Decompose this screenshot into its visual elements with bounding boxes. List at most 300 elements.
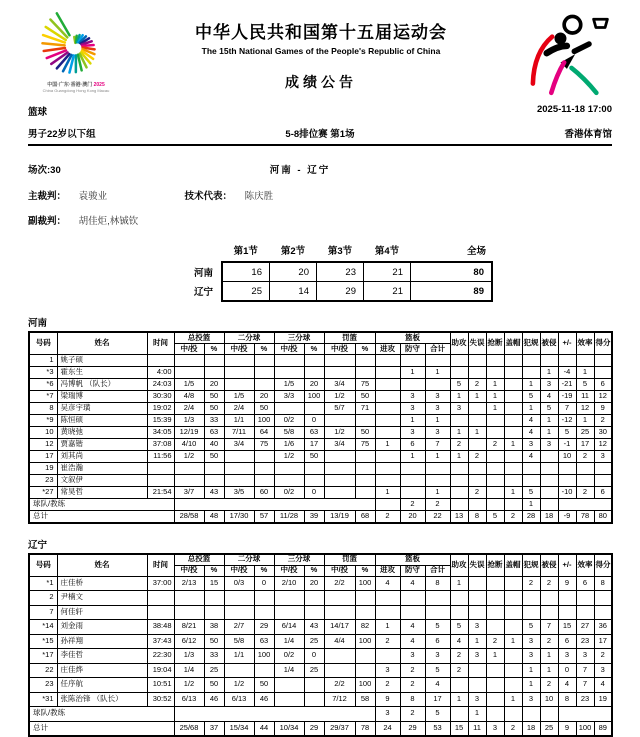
player-number: *15: [29, 634, 57, 649]
stat-cell: 4: [522, 427, 540, 439]
stat-cell: [355, 487, 375, 499]
header-divider: [28, 144, 612, 146]
stat-cell: [468, 403, 486, 415]
stat-cell: [274, 475, 304, 487]
total-stat-cell: 89: [594, 721, 612, 736]
player-number: 1: [29, 355, 57, 367]
stat-cell: [375, 427, 400, 439]
stat-cell: [576, 475, 594, 487]
stat-cell: [468, 415, 486, 427]
time-cell: 15:39: [147, 415, 174, 427]
stat-cell: 3/5: [224, 487, 254, 499]
time-cell: 30:30: [147, 391, 174, 403]
stat-cell: [540, 355, 558, 367]
stat-cell: [304, 678, 324, 693]
stat-cell: 9: [375, 692, 400, 707]
stat-cell: 1: [540, 427, 558, 439]
quarter-header: 第2节: [270, 242, 317, 262]
stat-cell: [540, 475, 558, 487]
stat-cell: 1/1: [224, 649, 254, 664]
title-block: [128, 8, 514, 102]
player-name: 刘金雨: [57, 620, 147, 635]
fullgame-header: 全场: [411, 242, 493, 262]
stat-cell: 9: [594, 403, 612, 415]
stat-cell: 15: [558, 620, 576, 635]
stat-cell: 3: [425, 391, 450, 403]
stat-cell: [355, 415, 375, 427]
stat-cell: [594, 367, 612, 379]
col-header: 得分: [594, 332, 612, 355]
basketball-pictogram-icon: [514, 8, 618, 102]
stat-cell: [204, 591, 224, 606]
stat-cell: 2: [522, 576, 540, 591]
stat-cell: 5: [425, 707, 450, 722]
stat-cell: 33: [204, 415, 224, 427]
stat-cell: [450, 475, 468, 487]
stat-cell: 4: [375, 576, 400, 591]
referee-name: 袁骏业: [79, 191, 108, 202]
stat-cell: 3: [540, 439, 558, 451]
stat-cell: 63: [204, 427, 224, 439]
stat-cell: 2/4: [174, 403, 204, 415]
stat-cell: 7: [576, 663, 594, 678]
stat-cell: [224, 591, 254, 606]
logo-petal: [82, 45, 93, 46]
tech-delegate-label: 技术代表：: [184, 191, 232, 202]
stat-cell: 1: [540, 367, 558, 379]
stat-cell: [254, 451, 274, 463]
stat-cell: 1: [375, 620, 400, 635]
stat-cell: 17: [576, 439, 594, 451]
stat-cell: 1: [504, 439, 522, 451]
player-row: [29, 415, 612, 427]
meta-block: [0, 104, 640, 138]
stat-cell: [576, 591, 594, 606]
stat-cell: [468, 355, 486, 367]
col-header: 中/投: [224, 344, 254, 355]
stat-cell: 1/2: [324, 391, 355, 403]
stat-cell: -19: [558, 391, 576, 403]
stat-cell: [504, 605, 522, 620]
player-number: 7: [29, 605, 57, 620]
stat-cell: 17: [425, 692, 450, 707]
stat-cell: 9: [558, 576, 576, 591]
stat-cell: 0: [304, 487, 324, 499]
stat-cell: 2: [594, 415, 612, 427]
page-header: [0, 0, 640, 102]
stat-cell: [540, 463, 558, 475]
stat-cell: 100: [355, 576, 375, 591]
stat-cell: 1/5: [274, 379, 304, 391]
stat-cell: 3/4: [324, 379, 355, 391]
col-header: 中/投: [174, 344, 204, 355]
stat-cell: 50: [355, 427, 375, 439]
stat-cell: 4: [400, 634, 425, 649]
col-header: 进攻: [375, 565, 400, 576]
player-number: *3: [29, 367, 57, 379]
stat-cell: [576, 463, 594, 475]
stat-cell: 3/3: [274, 391, 304, 403]
stat-cell: 2: [468, 451, 486, 463]
stat-cell: 1: [468, 391, 486, 403]
stat-cell: [425, 355, 450, 367]
col-group-header: 篮板: [375, 332, 450, 344]
player-name: 刘其尚: [57, 451, 147, 463]
col-header: %: [304, 565, 324, 576]
stat-cell: [504, 576, 522, 591]
stat-cell: 3/7: [174, 487, 204, 499]
stat-cell: [304, 367, 324, 379]
stat-cell: 2: [450, 663, 468, 678]
col-header: 中/投: [324, 565, 355, 576]
stat-cell: 1: [450, 692, 468, 707]
stat-cell: 4: [400, 620, 425, 635]
player-name: 吴彦宇璜: [57, 403, 147, 415]
team-coach-label: 球队/教练: [29, 707, 174, 722]
page-title: 中华人民共和国第十五届运动会: [128, 18, 514, 43]
time-cell: 4:00: [147, 367, 174, 379]
total-stat-cell: 17/30: [224, 511, 254, 523]
stat-cell: 5: [540, 403, 558, 415]
stat-cell: [355, 649, 375, 664]
stat-cell: 33: [204, 649, 224, 664]
total-stat-cell: 80: [594, 511, 612, 523]
team-name: 辽宁: [178, 282, 222, 302]
stat-cell: 12: [594, 439, 612, 451]
box-score-table-liaoning: [28, 553, 613, 737]
stat-cell: [468, 499, 486, 511]
stat-cell: 7: [558, 403, 576, 415]
stat-cell: 3: [400, 427, 425, 439]
stat-cell: [355, 367, 375, 379]
col-header: +/-: [558, 332, 576, 355]
total-stat-cell: 8: [468, 511, 486, 523]
stat-cell: [355, 591, 375, 606]
stat-cell: [486, 451, 504, 463]
player-name: 崔浩瀚: [57, 463, 147, 475]
col-header: 犯规: [522, 554, 540, 577]
player-row: [29, 391, 612, 403]
stat-cell: 10: [540, 692, 558, 707]
stat-cell: [375, 499, 400, 511]
stat-cell: 75: [355, 379, 375, 391]
stat-cell: 1: [504, 487, 522, 499]
stat-cell: 25: [304, 634, 324, 649]
player-number: *17: [29, 649, 57, 664]
group-label: 男子22岁以下组: [28, 129, 96, 140]
quarter-score: 21: [364, 282, 411, 302]
stat-cell: 8/21: [174, 620, 204, 635]
stat-cell: [274, 678, 304, 693]
total-stat-cell: 13/19: [324, 511, 355, 523]
stat-cell: 4: [400, 576, 425, 591]
stat-cell: [504, 463, 522, 475]
sport-label: 篮球: [28, 104, 47, 118]
player-number: *7: [29, 391, 57, 403]
stat-cell: 3: [375, 663, 400, 678]
stat-cell: [324, 487, 355, 499]
stat-cell: 2: [576, 487, 594, 499]
stat-cell: [204, 355, 224, 367]
stat-cell: 60: [254, 487, 274, 499]
stat-cell: [486, 415, 504, 427]
games-logo-spiral-icon: [39, 8, 113, 82]
stat-cell: [355, 463, 375, 475]
stat-cell: 1: [486, 403, 504, 415]
total-stat-cell: 39: [304, 511, 324, 523]
page-title-en: The 15th National Games of the People's Republic of China: [128, 46, 514, 56]
col-group-header: 罚篮: [324, 332, 375, 344]
stat-cell: 2: [468, 487, 486, 499]
stat-cell: [504, 403, 522, 415]
total-stat-cell: 11/28: [274, 511, 304, 523]
team-title-henan: 河南: [28, 315, 640, 329]
stat-cell: [174, 463, 204, 475]
player-row: [29, 620, 612, 635]
stat-cell: 1: [468, 634, 486, 649]
stat-cell: [468, 463, 486, 475]
stat-cell: 1: [400, 451, 425, 463]
col-header: 时间: [147, 332, 174, 355]
col-header: 被侵: [540, 332, 558, 355]
stat-cell: [375, 649, 400, 664]
stat-cell: [224, 463, 254, 475]
player-number: 12: [29, 439, 57, 451]
stat-cell: 0: [558, 663, 576, 678]
total-stat-cell: 2: [504, 511, 522, 523]
stat-cell: 58: [355, 692, 375, 707]
stat-cell: 4: [558, 678, 576, 693]
stat-cell: [324, 355, 355, 367]
stat-cell: 1: [540, 415, 558, 427]
stat-cell: 4/10: [174, 439, 204, 451]
stat-cell: 17: [594, 634, 612, 649]
stat-cell: -12: [558, 415, 576, 427]
stat-cell: 27: [576, 620, 594, 635]
player-name: 任序航: [57, 678, 147, 693]
stat-cell: [450, 367, 468, 379]
stat-cell: 12: [576, 403, 594, 415]
stat-cell: 20: [304, 379, 324, 391]
stat-cell: [224, 451, 254, 463]
player-row: [29, 355, 612, 367]
stat-cell: [594, 591, 612, 606]
stat-cell: 1: [522, 499, 540, 511]
player-name: 梁瑞博: [57, 391, 147, 403]
stat-cell: [486, 692, 504, 707]
stat-cell: [324, 605, 355, 620]
stat-cell: 6/14: [274, 620, 304, 635]
total-stat-cell: 15/34: [224, 721, 254, 736]
logo-caption-year: 2025: [94, 82, 105, 88]
stat-cell: 3: [576, 649, 594, 664]
stat-cell: [375, 591, 400, 606]
stat-cell: [450, 678, 468, 693]
stat-cell: [304, 475, 324, 487]
stat-cell: 1: [425, 367, 450, 379]
stat-cell: [400, 487, 425, 499]
total-stat-cell: 9: [558, 721, 576, 736]
stat-cell: 8: [558, 692, 576, 707]
stat-cell: [522, 355, 540, 367]
col-header: %: [355, 565, 375, 576]
player-number: 19: [29, 463, 57, 475]
total-stat-cell: -9: [558, 511, 576, 523]
stat-cell: 1/2: [224, 678, 254, 693]
stat-cell: 2: [486, 634, 504, 649]
logo-petal: [44, 48, 65, 51]
stat-cell: 1: [576, 367, 594, 379]
stat-cell: [224, 355, 254, 367]
stat-cell: 2/2: [324, 576, 355, 591]
total-stat-cell: 25/68: [174, 721, 204, 736]
document-title: 成绩公告: [128, 72, 514, 92]
col-header: %: [254, 344, 274, 355]
total-stat-cell: 28/58: [174, 511, 204, 523]
time-cell: [147, 475, 174, 487]
stat-cell: 8: [594, 576, 612, 591]
total-stat-cell: 28: [522, 511, 540, 523]
stat-cell: [355, 605, 375, 620]
stat-cell: 23: [576, 634, 594, 649]
player-row: [29, 663, 612, 678]
stat-cell: 4/8: [174, 391, 204, 403]
player-row: [29, 367, 612, 379]
stat-cell: [594, 463, 612, 475]
stat-cell: [375, 367, 400, 379]
stat-cell: [486, 367, 504, 379]
stat-cell: [204, 605, 224, 620]
time-cell: [147, 591, 174, 606]
col-header: 中/投: [274, 344, 304, 355]
stat-cell: 3: [522, 439, 540, 451]
quarter-score: 16: [222, 262, 270, 282]
stat-cell: 1: [375, 439, 400, 451]
stat-cell: [486, 499, 504, 511]
stat-cell: [254, 379, 274, 391]
stat-cell: 5: [522, 391, 540, 403]
stat-cell: 15: [204, 576, 224, 591]
spacer-cell: [178, 242, 222, 262]
player-name: 霍东生: [57, 367, 147, 379]
stat-cell: [468, 475, 486, 487]
stat-cell: 1: [576, 415, 594, 427]
col-header: 姓名: [57, 554, 147, 577]
player-row: [29, 427, 612, 439]
stat-cell: 40: [204, 439, 224, 451]
stat-cell: 1: [504, 634, 522, 649]
stat-cell: 4: [425, 678, 450, 693]
stat-cell: [468, 663, 486, 678]
total-stat-cell: 24: [375, 721, 400, 736]
col-header: 姓名: [57, 332, 147, 355]
stat-cell: [375, 605, 400, 620]
stat-cell: 5/7: [324, 403, 355, 415]
stat-cell: [224, 475, 254, 487]
stat-cell: 3: [400, 403, 425, 415]
phase-label: 5-8排位赛 第1场: [28, 126, 612, 140]
col-header: %: [204, 344, 224, 355]
team-title-liaoning: 辽宁: [28, 537, 640, 551]
stat-cell: 2/4: [224, 403, 254, 415]
stat-cell: [274, 403, 304, 415]
quarter-header: 第4节: [364, 242, 411, 262]
total-stat-cell: 11: [468, 721, 486, 736]
stat-cell: 100: [254, 415, 274, 427]
stat-cell: 1: [450, 576, 468, 591]
player-number: 17: [29, 451, 57, 463]
stat-cell: [522, 707, 540, 722]
stat-cell: 4: [522, 415, 540, 427]
total-stat-cell: 3: [486, 721, 504, 736]
team-coach-row: [29, 499, 612, 511]
stat-cell: [425, 379, 450, 391]
stat-cell: -21: [558, 379, 576, 391]
col-group-header: 总投篮: [174, 554, 224, 566]
player-number: *27: [29, 487, 57, 499]
venue-label: 香港体育馆: [564, 126, 612, 140]
stat-cell: [504, 367, 522, 379]
stat-cell: 1: [468, 427, 486, 439]
stat-cell: 2/13: [174, 576, 204, 591]
fullgame-score: 80: [411, 262, 493, 282]
stat-cell: 46: [204, 692, 224, 707]
stat-cell: [174, 591, 204, 606]
stat-cell: 63: [254, 634, 274, 649]
stat-cell: 8: [400, 692, 425, 707]
player-name: 贾嘉锴: [57, 439, 147, 451]
time-cell: 19:04: [147, 663, 174, 678]
quarter-score: 29: [317, 282, 364, 302]
stat-cell: 1: [504, 692, 522, 707]
total-stat-cell: 57: [254, 511, 274, 523]
stat-cell: [324, 663, 355, 678]
stat-cell: [174, 355, 204, 367]
stat-cell: 1: [375, 487, 400, 499]
stat-cell: 2: [540, 678, 558, 693]
stat-cell: [174, 367, 204, 379]
stat-cell: [468, 678, 486, 693]
player-number: *14: [29, 620, 57, 635]
stat-cell: 3: [594, 663, 612, 678]
stat-cell: [425, 605, 450, 620]
stat-cell: 5: [558, 427, 576, 439]
total-stat-cell: 2: [375, 511, 400, 523]
stat-cell: [486, 355, 504, 367]
player-name: 文叙伊: [57, 475, 147, 487]
stat-cell: 1: [400, 367, 425, 379]
stat-cell: [425, 591, 450, 606]
col-header: 中/投: [224, 565, 254, 576]
fullgame-score: 89: [411, 282, 493, 302]
stat-cell: [304, 605, 324, 620]
stat-cell: 3: [522, 634, 540, 649]
stat-cell: 4: [594, 678, 612, 693]
stat-cell: [400, 379, 425, 391]
col-header: 抢断: [486, 554, 504, 577]
matchup-title: 河南 - 辽宁: [28, 162, 572, 176]
stat-cell: [355, 355, 375, 367]
stat-cell: [540, 487, 558, 499]
stat-cell: [504, 620, 522, 635]
stat-cell: [274, 367, 304, 379]
stat-cell: 50: [304, 451, 324, 463]
stat-cell: [400, 463, 425, 475]
player-number: 8: [29, 403, 57, 415]
player-name: 陈恒硕: [57, 415, 147, 427]
player-row: [29, 634, 612, 649]
stat-cell: [450, 605, 468, 620]
